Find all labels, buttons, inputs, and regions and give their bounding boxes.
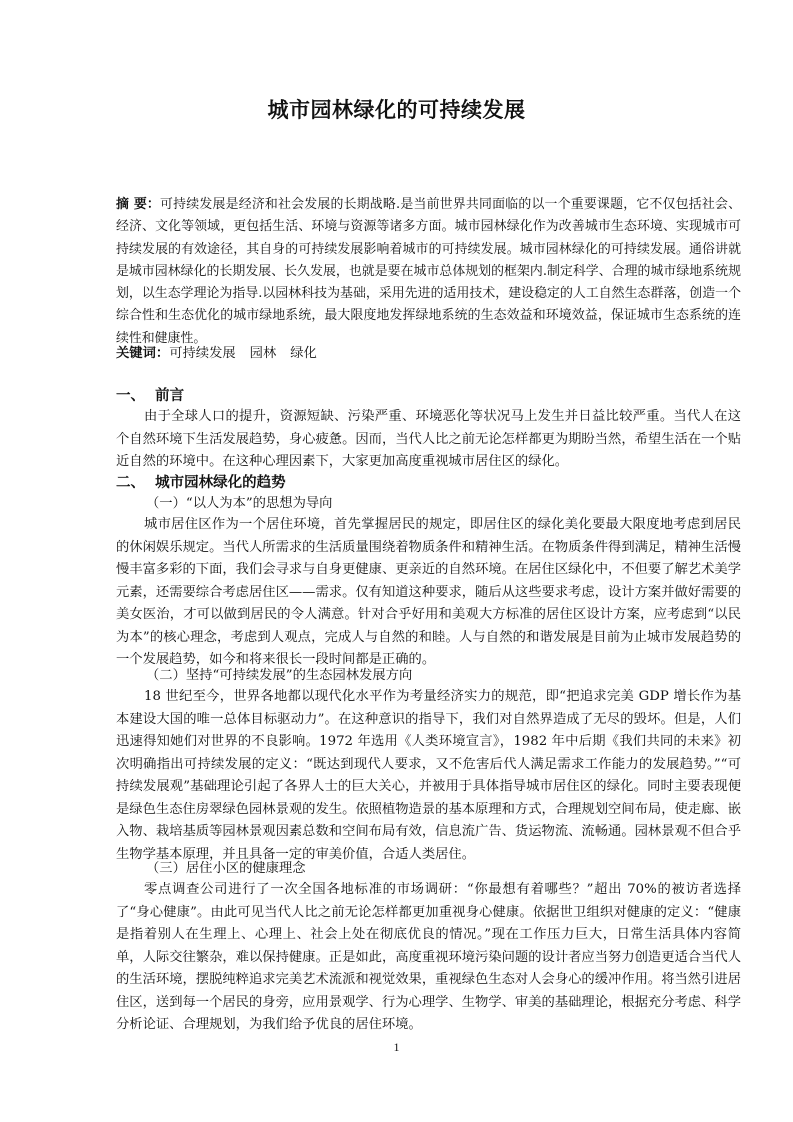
abstract-label: 摘 要： <box>116 197 161 212</box>
subsection-heading-health: （三）居住小区的健康理念 <box>146 861 306 876</box>
subsection-paragraph-people-oriented: 城市居住区作为一个居住环境，首先掌握居民的规定，即居住区的绿化美化要最大限度地考虑到居民的休闲娱乐规定。当代人所需求的生活质量围绕着物质条件和精神生活。在物质条件得到满足，精神生活慢慢丰富多彩的下面，我们会寻求与自身更健康、更亲近的自然环境。在居住区绿化中，不但要了解艺术美学元素，还需要综合考虑居住区——需求。仅有知道这种要求，随后从这些要求考虑，设计方案并做好需要的美女医治，才可以做到居民的令人满意。针对合乎好用和美观大方标准的居住区设计方案，应考虑到“以民为本”的核心理念，考虑到人观点，完成人与自然的和睦。人与自然的和谐发展是目前为止城市发展趋势的一个发展趋势，如今和将来很长一段时间都是正确的。 <box>116 517 741 667</box>
keywords <box>116 343 741 365</box>
subsection-heading-sustainable: （二）坚持“可持续发展”的生态园林发展方向 <box>146 668 413 683</box>
keywords-label: 关键词： <box>116 346 170 361</box>
keyword-item: 绿化 <box>290 346 317 361</box>
abstract-text: 可持续发展是经济和社会发展的长期战略.是当前世界共同面临的以一个重要课题，它不仅包括社会、经济、文化等领域，更包括生活、环境与资源等诸多方面。城市园林绿化作为改善城市生态环境、实现城市可持续发展的有效途径，其自身的可持续发展影响着城市的可持续发展。城市园林绿化的可持续发展。通俗讲就是城市园林绿化的长期发展、长久发展，也就是要在城市总体规划的框架内.制定科学、合理的城市绿地系统规划，以生态学理论为指导.以园林科技为基础，采用先进的适用技术，建设稳定的人工自然生态群落，创造一个综合性和生态优化的城市绿地系统，最大限度地发挥绿地系统的生态效益和环境效益，保证城市生态系统的连续性和健康性。 <box>116 197 741 346</box>
document-title: 城市园林绿化的可持续发展 <box>267 98 526 122</box>
subsection-paragraph-health: 零点调查公司进行了一次全国各地标准的市场调研：“你最想有着哪些？”超出 70%的被访者选择了“身心健康”。由此可见当代人比之前无论怎样都更加重视身心健康。依据世卫组织对健康的定义：“健康是指着别人在生理上、心理上、社会上处在彻底优良的情况。”现在工作压力巨大，日常生活具体内容简单，人际交往繁杂，难以保持健康。正是如此，高度重视环境污染问题的设计者应当努力创造更适合当代人的生活环境，摆脱纯粹追求完美艺术流派和视觉效果，重视绿色生态对人会身心的缓冲作用。将当然引进居住区，送到每一个居民的身旁，应用景观学、行为心理学、生物学、审美的基础理论，根据充分考虑、科学分析论证、合理规划，为我们给予优良的居住环境。 <box>116 882 741 1032</box>
subsection-paragraph-sustainable: 18 世纪至今，世界各地都以现代化水平作为考量经济实力的规范，即“把追求完美 GDP 增长作为基本建设大国的唯一总体目标驱动力”。在这种意识的指导下，我们对自然界造成了无尽的毁坏。但是，人们迅速得知她们对世界的不良影响。1972 年选用《人类环境宣言》，1982 年中后期《我们共同的未来》初次明确指出可持续发展的定义：“既达到现代人要求，又不危害后代人满足需求工作能力的发展趋势。”“可持续发展观”基础理论引起了各界人士的巨大关心，并被用于具体指导城市居住区的绿化。同时主要表现便是绿色生态住房翠绿色园林景观的发生。依照植物造景的基本原理和方式，合理规划空间布局，使走廊、嵌入物、栽培基质等园林景观因素总数和空间布局有效，信息流广告、货运物流、流畅通。园林景观不但合乎生物学基本原理，并且具备一定的审美价值，合适人类居住。 <box>116 689 741 862</box>
keyword-item: 园林 <box>249 346 277 361</box>
section-heading-preface: 一、 前言 <box>116 388 185 404</box>
section-heading-trends: 二、 城市园林绿化的趋势 <box>116 475 286 491</box>
abstract <box>116 194 741 350</box>
keyword-item: 可持续发展 <box>169 346 236 361</box>
page-number: 1 <box>393 1040 400 1054</box>
section-paragraph-preface: 由于全球人口的提升，资源短缺、污染严重、环境恶化等状况马上发生并日益比较严重。当代人在这个自然环境下生活发展趋势，身心疲惫。因而，当代人比之前无论怎样都更为期盼当然，希望生活在一个贴近自然的环境中。在这种心理因素下，大家更加高度重视城市居住区的绿化。 <box>116 409 741 469</box>
subsection-heading-people-oriented: （一）“以人为本”的思想为导向 <box>146 496 333 511</box>
